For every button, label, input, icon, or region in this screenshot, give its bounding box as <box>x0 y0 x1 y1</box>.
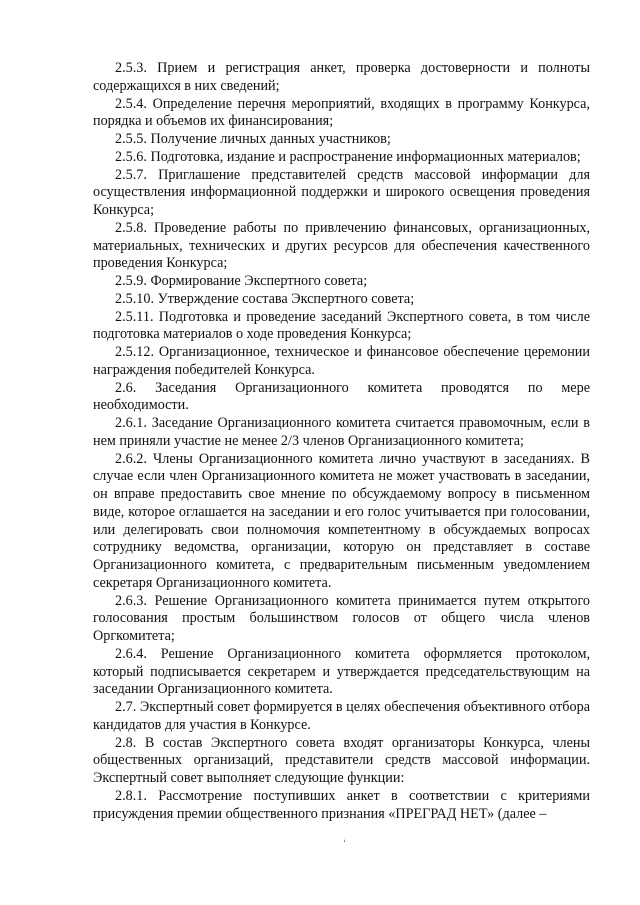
paragraph: 2.6.1. Заседание Организационного комитета считается правомочным, если в нем приняли участие не менее 2/3 членов Организационного комитета; <box>93 415 590 449</box>
paragraph: 2.5.6. Подготовка, издание и распространение информационных материалов; <box>115 148 581 165</box>
paragraph: 2.6.3. Решение Организационного комитета принимается путем открытого голосования простым большинством голосов от общего числа членов Оргкомитета; <box>93 592 590 644</box>
paragraph: 2.5.10. Утверждение состава Экспертного совета; <box>115 290 415 307</box>
paragraph: 2.7. Экспертный совет формируется в целях обеспечения объективного отбора кандидатов для участия в Конкурсе. <box>93 699 591 733</box>
paragraph: 2.8. В состав Экспертного совета входят организаторы Конкурса, члены общественных организаций, представители средств массовой информации. Экспертный совет выполняет следующие функции: <box>93 734 590 786</box>
paragraph: 2.6.4. Решение Организационного комитета оформляется протоколом, который подписывается секретарем и утверждается председательствующим на заседании Организационного комитета. <box>93 645 590 698</box>
paragraph: 2.8.1. Рассмотрение поступивших анкет в соответствии с критериями присуждения премии общественного признания «ПРЕГРАД НЕТ» (далее – <box>93 787 590 822</box>
paragraph: 2.5.8. Проведение работы по привлечению финансовых, организационных, материальных, технических и других ресурсов для обеспечения качественного проведения Конкурса; <box>93 219 590 272</box>
paragraph: 2.5.11. Подготовка и проведение заседаний Экспертного совета, в том числе подготовка материалов о ходе проведения Конкурса; <box>93 308 590 343</box>
paragraph: 2.5.7. Приглашение представителей средств массовой информации для осуществления информационной поддержки и широкого освещения проведения Конкурса; <box>93 166 590 218</box>
paragraph: 2.5.5. Получение личных данных участников; <box>115 131 391 147</box>
paragraph: 2.5.9. Формирование Экспертного совета; <box>115 273 368 289</box>
footer-mark: ʻ <box>343 838 346 848</box>
paragraph: 2.6. Заседания Организационного комитета проводятся по мере необходимости. <box>93 379 590 414</box>
document-body <box>93 60 590 823</box>
paragraph: 2.5.12. Организационное, техническое и финансовое обеспечение церемонии награждения победителей Конкурса. <box>93 344 590 378</box>
paragraph: 2.6.2. Члены Организационного комитета лично участвуют в заседаниях. В случае если член Организационного комитета не может участвовать в заседании, он вправе предоставить свое мнение по обсуждаемому вопросу в письменном виде, которое оглашается на заседании и его голос учитывается при голосовании, или делегировать свои полномочия компетентному в обсуждаемых вопросах сотруднику ведомства, организации, которую он представляет в составе Организационного комитета, с предварительным письменным уведомлением секретаря Организационного комитета. <box>93 450 590 591</box>
paragraph: 2.5.3. Прием и регистрация анкет, проверка достоверности и полноты содержащихся в них сведений; <box>93 60 590 94</box>
paragraph: 2.5.4. Определение перечня мероприятий, входящих в программу Конкурса, порядка и объемов их финансирования; <box>93 95 590 130</box>
